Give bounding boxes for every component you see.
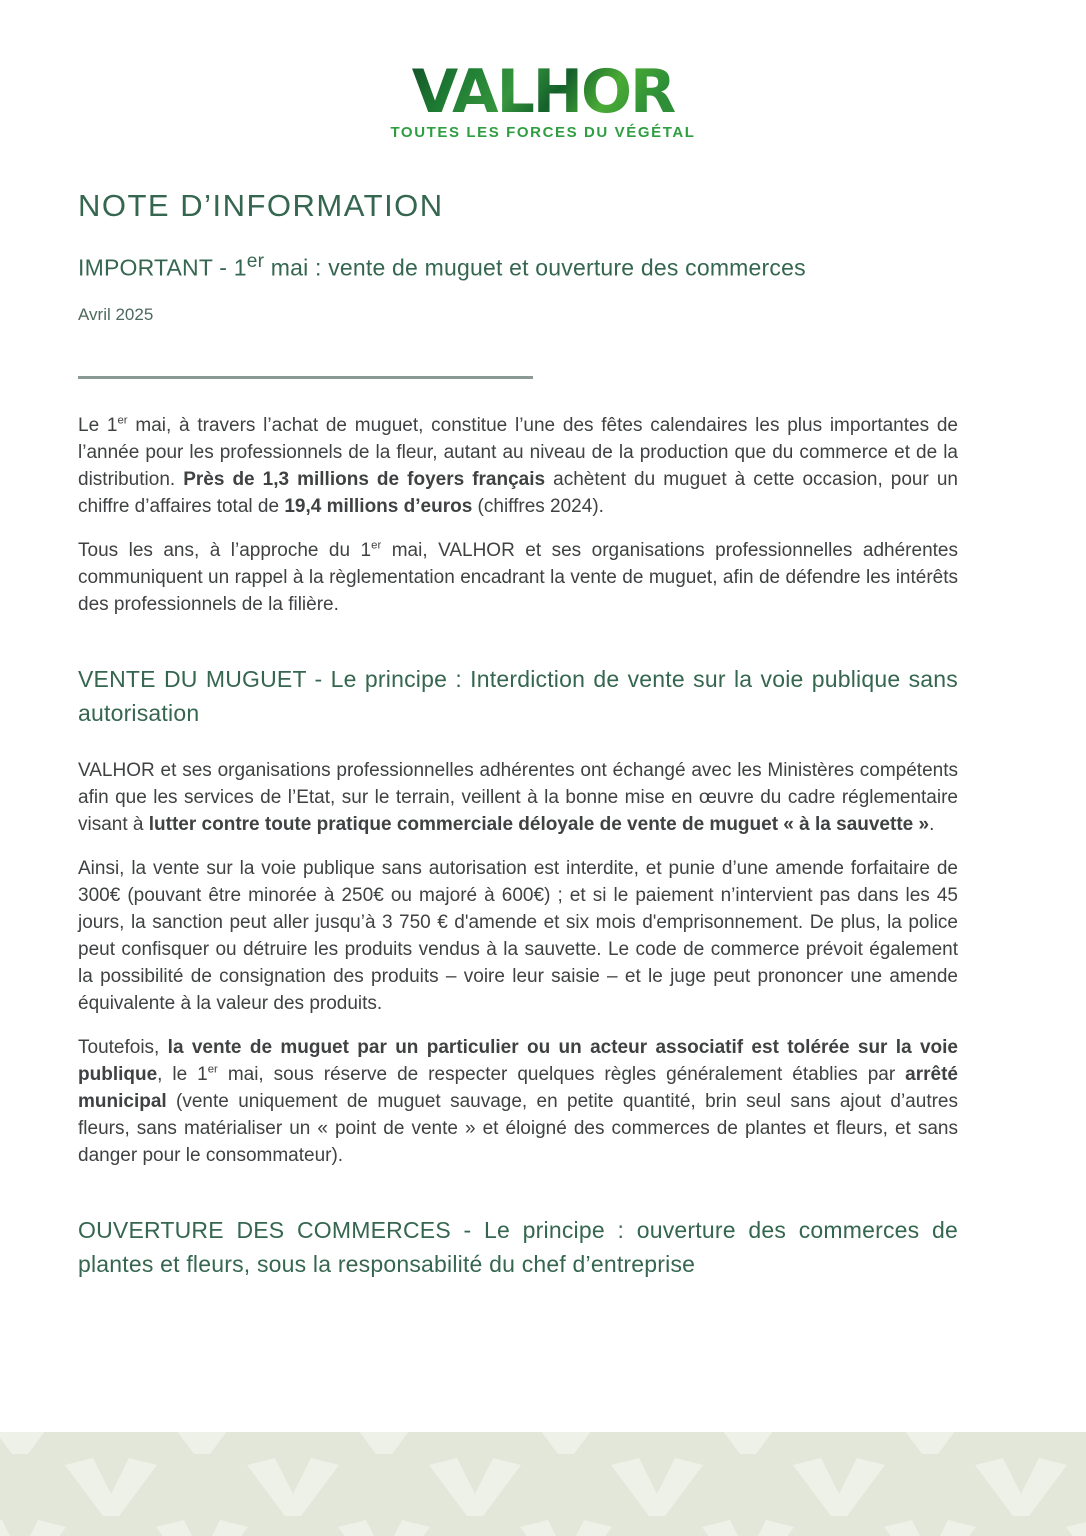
page-subtitle [78,251,958,282]
paragraph [78,412,958,520]
text-segment: Ainsi, la vente sur la voie publique sans autorisation est interdite, et punie d’une amende forfaitaire de 300€ (pouvant être minorée à 250€ ou majoré à 600€) ; et si le paiement n’intervient pas dans les 45 jours, la sanction peut aller jusqu’à 3 750 € d'amende et six mois d'emprisonnement. De plus, la police peut confisquer ou détruire les produits vendus à la sauvette. Le code de commerce prévoit également la possibilité de consignation des produits – voire leur saisie – et le juge peut prononcer une amende équivalente à la valeur des produits. [78,857,958,1014]
superscript: er [371,539,382,552]
text-segment: . [929,813,935,835]
text-segment: (chiffres 2024). [472,495,604,517]
subtitle-superscript: er [246,251,265,272]
logo-wordmark: VALHOR [411,62,675,120]
paragraph [78,537,958,618]
subtitle-text-end: mai : vente de muguet et ouverture des commerces [264,254,806,281]
content-column [78,0,958,1308]
bold-segment: la vente de muguet par un particulier ou un acteur associatif est tolérée sur la voie publique [78,1036,958,1085]
text-segment: (vente uniquement de muguet sauvage, en petite quantité, brin seul sans ajout d’autres fleurs, sans matérialiser un « point de vente » et éloigné des commerces de plantes et fleurs, et sans danger pour le consommateur). [78,1090,958,1166]
subtitle-text: IMPORTANT - 1 [78,254,247,281]
date-label: Avril 2025 [78,304,154,324]
text-segment: Tous les ans, à l’approche du 1 [78,539,372,561]
text-segment: VALHOR et ses organisations professionnelles adhérentes ont échangé avec les Ministères compétents afin que les services de l’Etat, sur le terrain, veillent à la bonne mise en œuvre du cadre réglementaire visant à [78,759,958,835]
page-title: NOTE D’INFORMATION [78,188,444,223]
bold-segment: arrêté municipal [78,1063,958,1112]
paragraph [78,1034,958,1169]
section-heading [78,1213,958,1281]
bold-segment: 19,4 millions d’euros [284,495,473,517]
text-segment: , le 1 [157,1063,208,1085]
superscript: er [207,1063,218,1076]
logo-tagline: TOUTES LES FORCES DU VÉGÉTAL [390,124,696,141]
footer-chevron-pattern [0,1432,1086,1536]
paragraph [78,855,958,1017]
bold-segment: Près de 1,3 millions de foyers français [183,468,546,490]
text-segment: mai, à travers l’achat de muguet, constitue l’une des fêtes calendaires les plus importantes de l’année pour les professionnels de la fleur, autant au niveau de la production que du commerce et de la distribution. [78,414,958,490]
section-heading [78,662,958,730]
text-segment: mai, VALHOR et ses organisations professionnelles adhérentes communiquent un rappel à la règlementation encadrant la vente de muguet, afin de défendre les intérêts des professionnels de la filière. [78,539,958,615]
document-body [78,412,958,1281]
paragraph [78,757,958,838]
text-segment: Toutefois, [78,1036,168,1058]
horizontal-divider [78,376,533,379]
text-segment: achètent du muguet à cette occasion, pour un chiffre d’affaires total de [78,468,958,517]
superscript: er [117,414,128,427]
text-segment: mai, sous réserve de respecter quelques règles généralement établies par [217,1063,906,1085]
text-segment: OUVERTURE DES COMMERCES - Le principe : ouverture des commerces de plantes et fleurs, sous la responsabilité du chef d’entreprise [78,1216,958,1277]
bold-segment: lutter contre toute pratique commerciale déloyale de vente de muguet « à la sauvette » [148,813,930,835]
text-segment: VENTE DU MUGUET - Le principe : Interdiction de vente sur la voie publique sans autorisation [78,665,958,726]
text-segment: Le 1 [78,414,118,436]
